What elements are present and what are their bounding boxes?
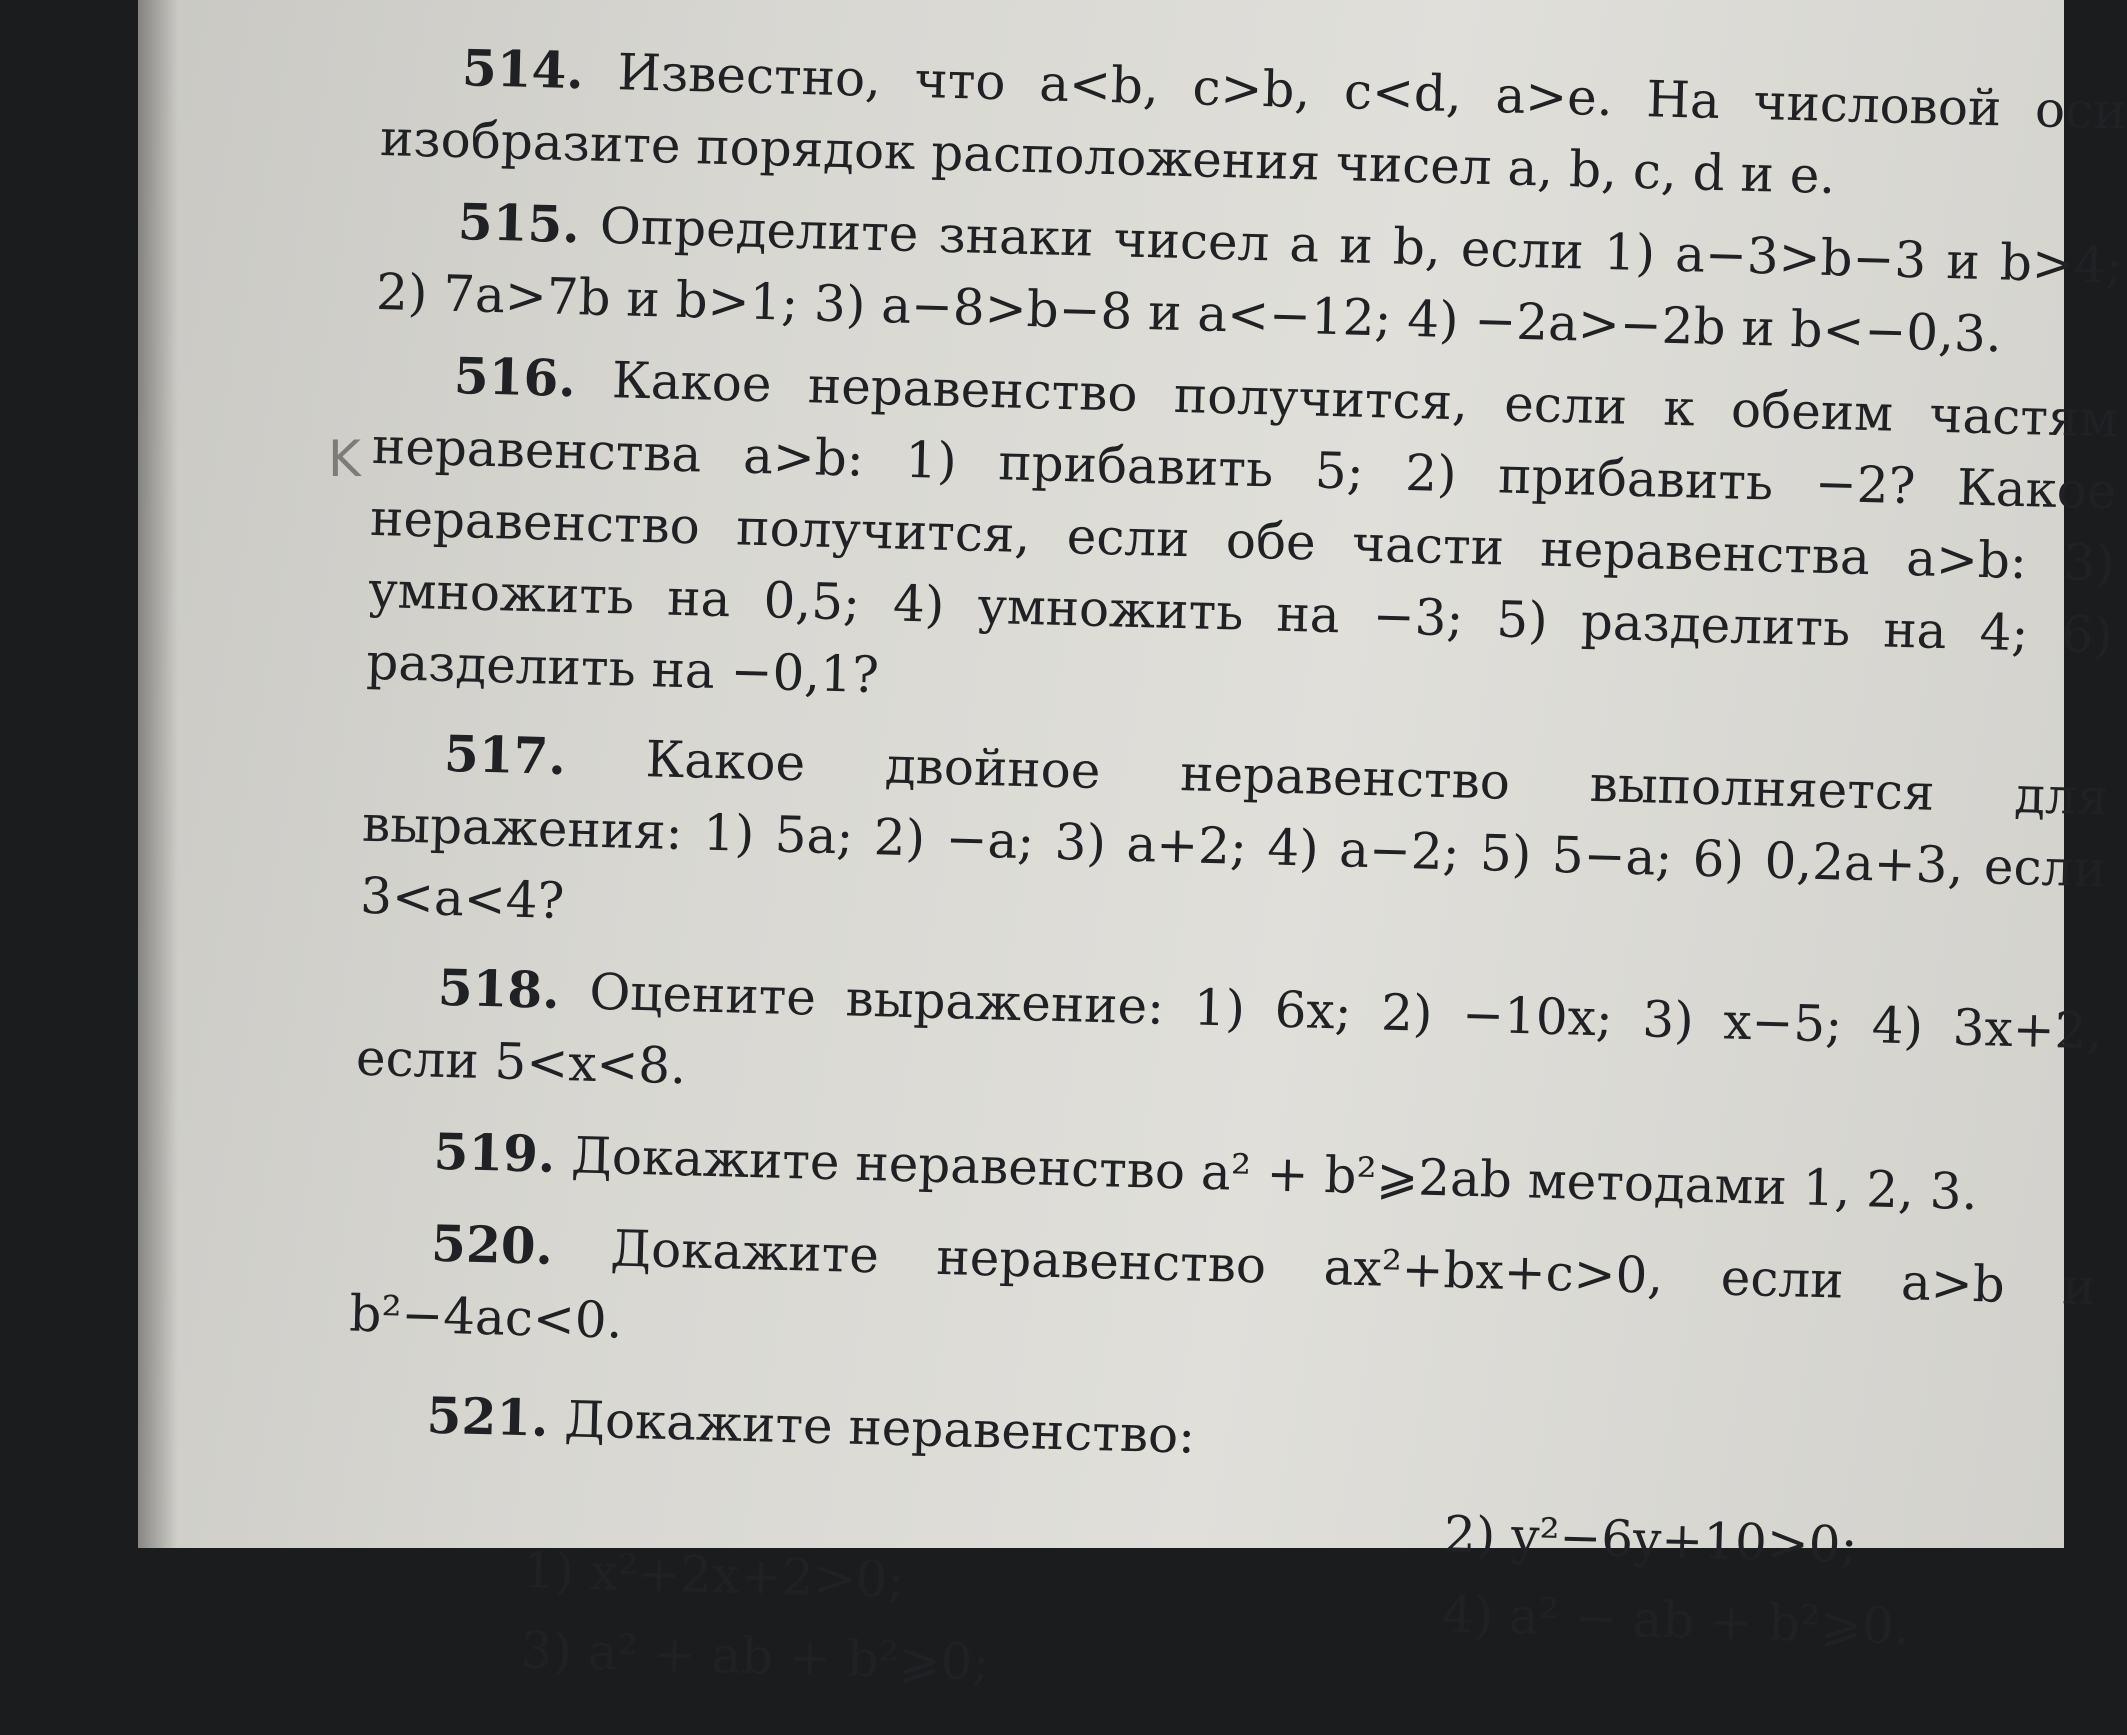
problem-516 [366, 338, 2120, 744]
problem-number: 521. [425, 1385, 550, 1448]
problem-521-item-2: 2) y²−6y+10>0; [1443, 1505, 1859, 1575]
problem-text: Какое неравенство получится, если к обеим частям неравенства a>b: 1) прибавить 5; 2) прибавить −2? Какое неравенство получится, если обе части неравенства a>b: 3) умножить на 0,5; 4) умножить на −3; 5) разделить на 4; 6) разделить на −0,1? [365, 351, 2120, 705]
problem-number: 514. [461, 38, 585, 101]
problem-517 [359, 716, 2109, 978]
problem-text: Докажите неравенство a² + b²⩾2ab методами 1, 2, 3. [570, 1126, 1979, 1222]
problem-text: Докажите неравенство: [563, 1390, 1196, 1465]
problem-521-item-1: 1) x²+2x+2>0; [521, 1541, 905, 1610]
problem-520 [348, 1206, 2096, 1396]
pencil-margin-mark: K [328, 430, 361, 488]
problem-521-item-3: 3) a² + ab + b²⩾0; [519, 1621, 991, 1692]
problem-number: 517. [443, 723, 567, 787]
textbook-page [138, 0, 2127, 1692]
problem-521-items [340, 1460, 2090, 1735]
problem-text: Оцените выражение: 1) 6x; 2) −10x; 3) x−5; 4) 3x+2, если 5<x<8. [355, 962, 2104, 1096]
problem-number: 520. [430, 1213, 554, 1276]
problem-518 [355, 950, 2103, 1140]
problem-number: 515. [457, 192, 581, 255]
problem-521-item-4: 4) a² − ab + b²⩾0. [1441, 1585, 1911, 1656]
problem-text: Какое двойное неравенство выполняется для выражения: 1) 5a; 2) −a; 3) a+2; 4) a−2; 5) 5−a; 6) 0,2a+3, если 3<a<4? [359, 730, 2110, 931]
problem-number: 516. [453, 345, 577, 409]
problem-number: 519. [432, 1121, 557, 1184]
problem-text: Известно, что a<b, c>b, c<d, a>e. На числовой оси изобразите порядок расположения чисел a, b, c, d и e. [379, 43, 2127, 206]
problem-number: 518. [437, 957, 561, 1020]
problem-text: Докажите неравенство ax²+bx+c>0, если a>b и b²−4ac<0. [348, 1219, 2097, 1350]
problem-text: Определите знаки чисел a и b, если 1) a−3>b−3 и b>4; 2) 7a>7b и b>1; 3) a−8>b−8 и a<−12; 4) −2a>−2b и b<−0,3. [375, 196, 2124, 364]
problem-list [340, 30, 2127, 1735]
page-binding-shadow [138, 0, 178, 1548]
